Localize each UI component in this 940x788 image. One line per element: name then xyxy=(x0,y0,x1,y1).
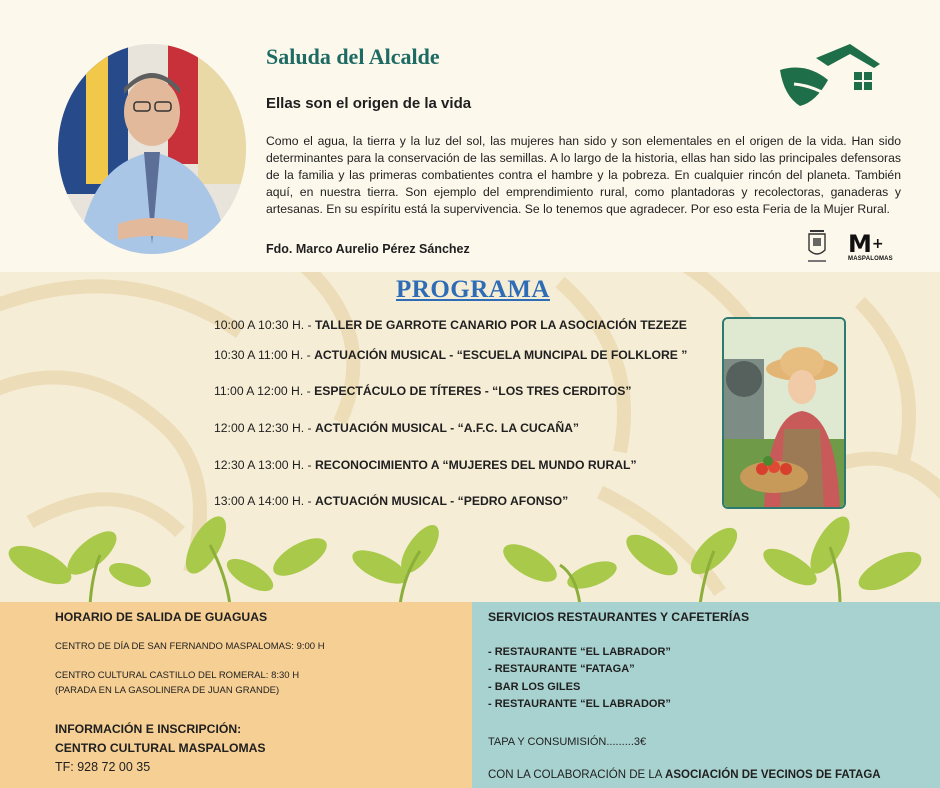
page-title: Saluda del Alcalde xyxy=(266,44,440,69)
servicios-title: SERVICIOS RESTAURANTES Y CAFETERÍAS xyxy=(488,610,750,624)
schedule-event: ESPECTÁCULO DE TÍTERES - “LOS TRES CERDITOS” xyxy=(314,384,632,398)
maspalomas-logo xyxy=(848,232,892,268)
guaguas-line: (PARADA EN LA GASOLINERA DE JUAN GRANDE) xyxy=(55,685,280,696)
tapa-price: TAPA Y CONSUMISIÓN.........3€ xyxy=(488,736,647,748)
info-center: CENTRO CULTURAL MASPALOMAS xyxy=(55,741,266,755)
restaurant-item: - RESTAURANTE “FATAGA” xyxy=(488,663,635,675)
municipal-crest-icon xyxy=(806,226,828,266)
schedule-time: 10:30 A 11:00 H. - xyxy=(214,348,315,362)
schedule-time: 10:00 A 10:30 H. - xyxy=(214,318,315,332)
mayor-portrait xyxy=(58,44,246,254)
programa-title: PROGRAMA xyxy=(396,276,550,303)
subtitle: Ellas son el origen de la vida xyxy=(266,95,472,112)
farmer-woman-photo xyxy=(722,317,846,509)
maspalomas-logo-text: MASPALOMAS xyxy=(848,256,893,262)
mayor-message: Como el agua, la tierra y la luz del sol, las mujeres han sido y son elementales en el origen de la vida. Han sido determinantes para la conservación de las semillas. A lo largo de la historia, ellas han sido las principales defensoras de la familia y las primeras combatientes contra el hambre y la pobreza. En cualquier rincón del planeta. También aquí, en nuestra tierra. Son ejemplo del emprendimiento rural, como plantadoras y recolectoras, ganaderas y artesanas. En su espíritu está la supervivencia. Se lo tenemos que agradecer. Por eso esta Feria de la Mujer Rural. xyxy=(266,134,901,216)
schedule-row xyxy=(214,318,714,332)
restaurant-item: - BAR LOS GILES xyxy=(488,681,581,693)
schedule-row xyxy=(214,458,714,472)
phone-number: TF: 928 72 00 35 xyxy=(55,760,151,774)
info-title: INFORMACIÓN E INSCRIPCIÓN: xyxy=(55,722,242,736)
signature: Fdo. Marco Aurelio Pérez Sánchez xyxy=(266,242,470,256)
schedule-event: RECONOCIMIENTO A “MUJERES DEL MUNDO RURAL” xyxy=(314,458,637,472)
sprouts-decoration xyxy=(0,505,940,605)
guaguas-line: CENTRO CULTURAL CASTILLO DEL ROMERAL: 8:30 H xyxy=(55,670,300,681)
guaguas-title: HORARIO DE SALIDA DE GUAGUAS xyxy=(55,610,268,624)
schedule-time: 11:00 A 12:00 H. - xyxy=(214,384,315,398)
schedule-event: ACTUACIÓN MUSICAL - “PEDRO AFONSO” xyxy=(314,494,569,508)
schedule-event: ACTUACIÓN MUSICAL - “A.F.C. LA CUCAÑA” xyxy=(314,421,580,435)
house-leaf-logo xyxy=(776,40,884,110)
schedule-time: 12:00 A 12:30 H. - xyxy=(214,421,315,435)
servicios-panel xyxy=(472,602,940,788)
collaboration-association: ASOCIACIÓN DE VECINOS DE FATAGA xyxy=(665,769,881,781)
schedule-event: ACTUACIÓN MUSICAL - “ESCUELA MUNCIPAL DE FOLKLORE ” xyxy=(314,348,688,362)
restaurant-item: - RESTAURANTE “EL LABRADOR” xyxy=(488,698,671,710)
collaboration-prefix: CON LA COLABORACIÓN DE LA xyxy=(488,769,666,781)
collaboration-note xyxy=(488,769,881,781)
maspalomas-mark-icon: M+ xyxy=(848,230,884,258)
schedule-event: TALLER DE GARROTE CANARIO POR LA ASOCIACIÓN TEZEZE xyxy=(314,318,687,332)
schedule-time: 13:00 A 14:00 H. - xyxy=(214,494,315,508)
restaurant-item: - RESTAURANTE “EL LABRADOR” xyxy=(488,646,671,658)
schedule-row xyxy=(214,384,714,398)
schedule-row xyxy=(214,421,714,435)
schedule-row xyxy=(214,348,714,362)
schedule-time: 12:30 A 13:00 H. - xyxy=(214,458,315,472)
guaguas-line: CENTRO DE DÍA DE SAN FERNANDO MASPALOMAS: 9:00 H xyxy=(55,641,325,652)
